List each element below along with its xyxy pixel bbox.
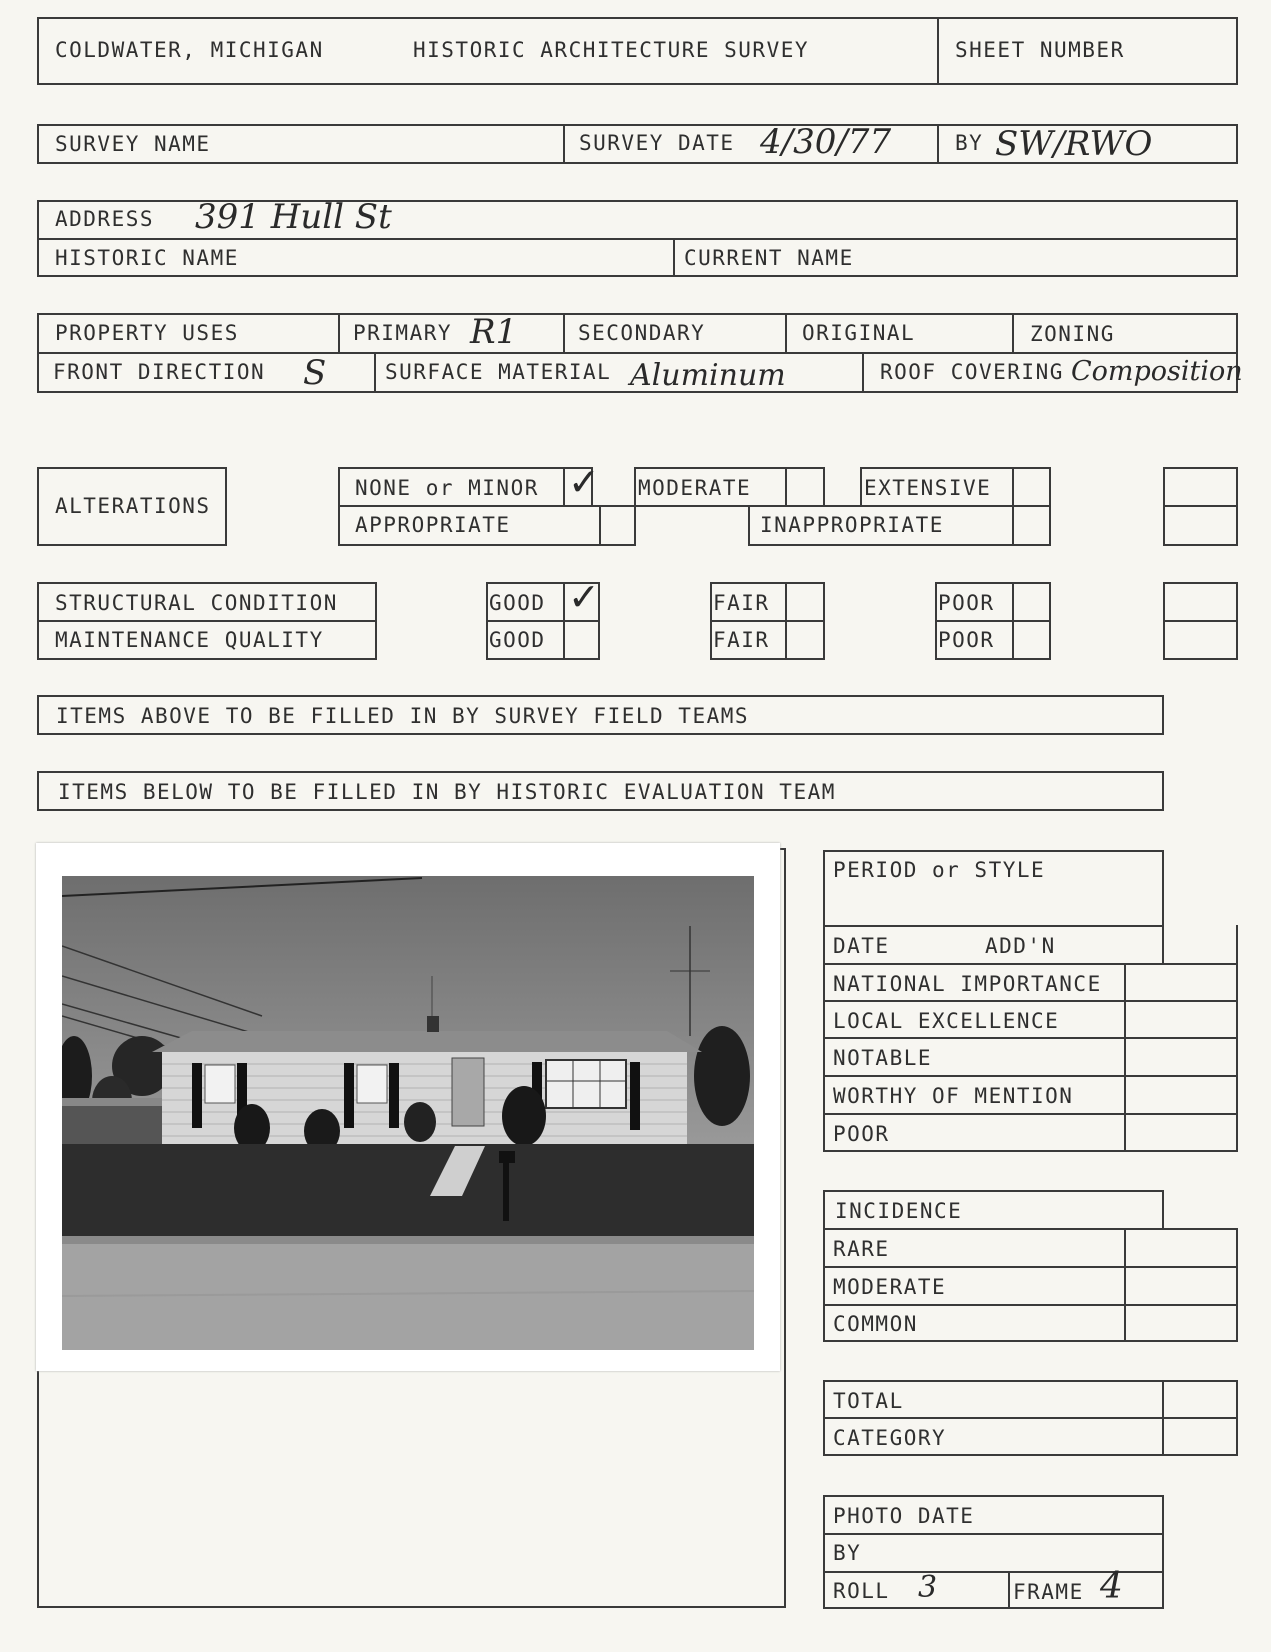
survey-by-value: SW/RWO bbox=[995, 124, 1153, 164]
sheet-number-label: SHEET NUMBER bbox=[955, 38, 1125, 62]
eval-row-worthy: WORTHY OF MENTION bbox=[833, 1084, 1074, 1108]
city-label: COLDWATER, MICHIGAN bbox=[55, 38, 324, 62]
alterations-label: ALTERATIONS bbox=[55, 494, 211, 518]
frame-label: FRAME bbox=[1013, 1580, 1084, 1604]
roll-value: 3 bbox=[918, 1570, 938, 1605]
primary-value: R1 bbox=[470, 312, 518, 352]
front-direction-label: FRONT DIRECTION bbox=[53, 360, 266, 384]
secondary-label: SECONDARY bbox=[578, 321, 706, 345]
eval-row-national: NATIONAL IMPORTANCE bbox=[833, 972, 1102, 996]
incidence-moderate: MODERATE bbox=[833, 1275, 947, 1299]
roll-label: ROLL bbox=[833, 1579, 890, 1603]
front-direction-value: S bbox=[303, 353, 327, 393]
poor-label-maintenance: POOR bbox=[938, 628, 995, 652]
eval-row-notable: NOTABLE bbox=[833, 1046, 933, 1070]
property-uses-label: PROPERTY USES bbox=[55, 321, 239, 345]
incidence-label: INCIDENCE bbox=[835, 1199, 963, 1223]
none-minor-check: ✓ bbox=[568, 460, 600, 504]
zoning-label: ZONING bbox=[1030, 322, 1115, 346]
original-label: ORIGINAL bbox=[802, 321, 916, 345]
addn-label: ADD'N bbox=[985, 934, 1056, 958]
extensive-label: EXTENSIVE bbox=[864, 476, 992, 500]
survey-by-label: BY bbox=[955, 131, 984, 155]
fair-label-structural: FAIR bbox=[713, 591, 770, 615]
poor-label-structural: POOR bbox=[938, 591, 995, 615]
category-label: CATEGORY bbox=[833, 1426, 947, 1450]
structural-condition-label: STRUCTURAL CONDITION bbox=[55, 591, 338, 615]
roof-covering-value: Composition bbox=[1071, 356, 1243, 387]
roof-covering-label: ROOF COVERING bbox=[880, 360, 1064, 384]
photo-by-label: BY bbox=[833, 1541, 862, 1565]
eval-row-local: LOCAL EXCELLENCE bbox=[833, 1009, 1060, 1033]
good-label-maintenance: GOOD bbox=[489, 628, 546, 652]
survey-date-label: SURVEY DATE bbox=[579, 131, 735, 155]
inappropriate-label: INAPPROPRIATE bbox=[760, 513, 944, 537]
none-minor-label: NONE or MINOR bbox=[355, 476, 539, 500]
survey-name-label: SURVEY NAME bbox=[55, 132, 211, 156]
fair-label-maintenance: FAIR bbox=[713, 628, 770, 652]
primary-label: PRIMARY bbox=[353, 321, 453, 345]
surface-material-label: SURFACE MATERIAL bbox=[385, 360, 612, 384]
date-label: DATE bbox=[833, 934, 890, 958]
address-value: 391 Hull St bbox=[195, 197, 392, 237]
current-name-label: CURRENT NAME bbox=[684, 246, 854, 270]
items-below-text: ITEMS BELOW TO BE FILLED IN BY HISTORIC EVALUATION TEAM bbox=[58, 780, 836, 804]
photo-date-label: PHOTO DATE bbox=[833, 1504, 975, 1528]
address-label: ADDRESS bbox=[55, 207, 155, 231]
form-title: HISTORIC ARCHITECTURE SURVEY bbox=[413, 38, 810, 62]
items-above-text: ITEMS ABOVE TO BE FILLED IN BY SURVEY FIELD TEAMS bbox=[56, 704, 750, 728]
eval-row-poor: POOR bbox=[833, 1122, 890, 1146]
historic-name-label: HISTORIC NAME bbox=[55, 246, 239, 270]
survey-date-value: 4/30/77 bbox=[760, 122, 892, 162]
total-label: TOTAL bbox=[833, 1389, 904, 1413]
moderate-label: MODERATE bbox=[638, 476, 752, 500]
frame-value: 4 bbox=[1100, 1566, 1123, 1607]
good-label-structural: GOOD bbox=[489, 591, 546, 615]
incidence-common: COMMON bbox=[833, 1312, 918, 1336]
photo-mount bbox=[36, 843, 780, 1371]
surface-material-value: Aluminum bbox=[630, 358, 786, 393]
incidence-rare: RARE bbox=[833, 1237, 890, 1261]
house-photo bbox=[62, 876, 754, 1350]
maintenance-quality-label: MAINTENANCE QUALITY bbox=[55, 628, 324, 652]
period-style-label: PERIOD or STYLE bbox=[833, 858, 1046, 882]
appropriate-label: APPROPRIATE bbox=[355, 513, 511, 537]
structural-good-check: ✓ bbox=[568, 575, 600, 619]
